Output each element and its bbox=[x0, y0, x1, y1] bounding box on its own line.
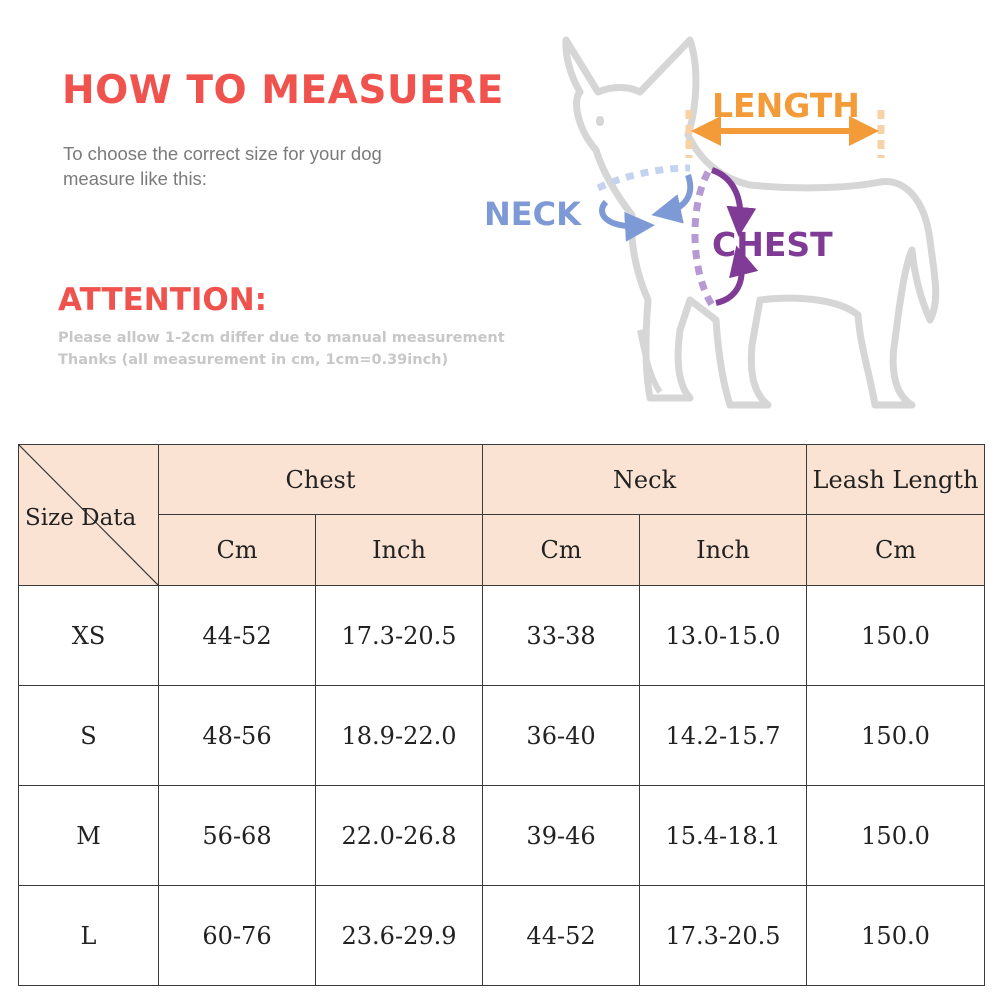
table-header-row-units bbox=[19, 515, 985, 586]
chest-label: CHEST bbox=[712, 225, 833, 264]
subtitle-line-1: To choose the correct size for your dog bbox=[63, 143, 382, 164]
size-cell: L bbox=[19, 886, 159, 986]
neck-cm-cell: 36-40 bbox=[483, 686, 640, 786]
chest-cm-cell: 48-56 bbox=[159, 686, 316, 786]
neck-label: NECK bbox=[484, 195, 581, 233]
attention-note-line-1: Please allow 1-2cm differ due to manual measurement bbox=[58, 330, 505, 346]
table-row bbox=[19, 786, 985, 886]
leash-cm-cell: 150.0 bbox=[807, 886, 985, 986]
neck-inch-cell: 13.0-15.0 bbox=[640, 586, 807, 686]
chest-cm-cell: 44-52 bbox=[159, 586, 316, 686]
chest-inch-cell: 22.0-26.8 bbox=[316, 786, 483, 886]
size-chart-table bbox=[18, 444, 985, 986]
attention-note bbox=[58, 327, 510, 371]
header-leash-length: Leash Length bbox=[807, 445, 985, 515]
neck-cm-cell: 44-52 bbox=[483, 886, 640, 986]
attention-title: ATTENTION: bbox=[58, 282, 268, 318]
length-label: LENGTH bbox=[712, 86, 860, 125]
subtitle-line-2: measure like this: bbox=[63, 168, 207, 189]
neck-arrow-right bbox=[666, 175, 690, 212]
size-cell: S bbox=[19, 686, 159, 786]
neck-inch-cell: 14.2-15.7 bbox=[640, 686, 807, 786]
chest-inch-cell: 17.3-20.5 bbox=[316, 586, 483, 686]
table-header-row-groups bbox=[19, 445, 985, 515]
header-chest-cm: Cm bbox=[159, 515, 316, 586]
leash-cm-cell: 150.0 bbox=[807, 586, 985, 686]
neck-cm-cell: 39-46 bbox=[483, 786, 640, 886]
header-neck: Neck bbox=[483, 445, 807, 515]
neck-inch-cell: 17.3-20.5 bbox=[640, 886, 807, 986]
subtitle bbox=[63, 141, 443, 191]
table-row bbox=[19, 586, 985, 686]
chest-inch-cell: 23.6-29.9 bbox=[316, 886, 483, 986]
size-data-corner-cell bbox=[19, 445, 159, 586]
header-chest-inch: Inch bbox=[316, 515, 483, 586]
header-neck-inch: Inch bbox=[640, 515, 807, 586]
size-cell: M bbox=[19, 786, 159, 886]
size-data-label: Size Data bbox=[25, 505, 137, 531]
chest-arrow-bottom bbox=[716, 260, 742, 303]
leash-cm-cell: 150.0 bbox=[807, 686, 985, 786]
neck-inch-cell: 15.4-18.1 bbox=[640, 786, 807, 886]
header-leash-cm: Cm bbox=[807, 515, 985, 586]
table-row bbox=[19, 886, 985, 986]
attention-note-line-2: Thanks (all measurement in cm, 1cm=0.39inch) bbox=[58, 352, 449, 368]
leash-cm-cell: 150.0 bbox=[807, 786, 985, 886]
header-neck-cm: Cm bbox=[483, 515, 640, 586]
neck-cm-cell: 33-38 bbox=[483, 586, 640, 686]
header-chest: Chest bbox=[159, 445, 483, 515]
chest-cm-cell: 56-68 bbox=[159, 786, 316, 886]
chest-cm-cell: 60-76 bbox=[159, 886, 316, 986]
chest-inch-cell: 18.9-22.0 bbox=[316, 686, 483, 786]
page-title: HOW TO MEASUERE bbox=[62, 68, 504, 113]
table-row bbox=[19, 686, 985, 786]
size-cell: XS bbox=[19, 586, 159, 686]
dog-measurement-diagram bbox=[470, 25, 970, 425]
chest-dash bbox=[695, 172, 712, 305]
